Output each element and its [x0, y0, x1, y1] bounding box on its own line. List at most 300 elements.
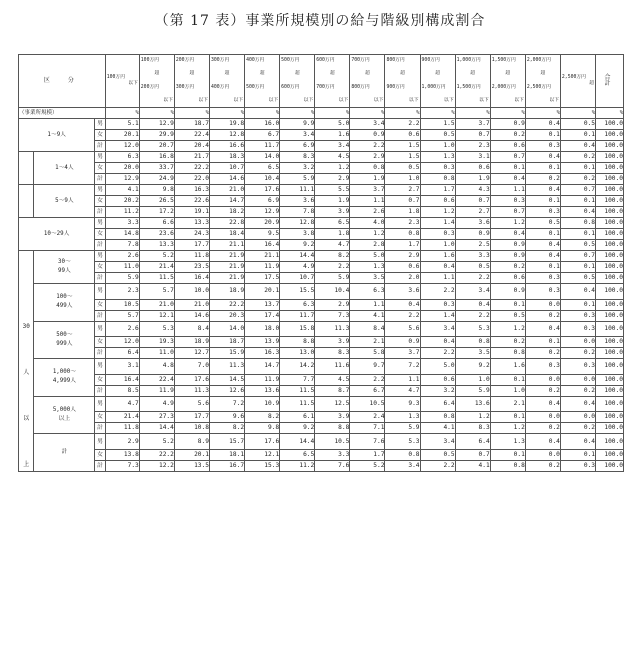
value-cell: 1.0 — [490, 385, 525, 396]
sex-label: 計 — [95, 348, 105, 359]
value-cell: 0.6 — [420, 196, 455, 207]
column-header-9 — [385, 55, 420, 108]
value-cell: 0.3 — [560, 359, 595, 375]
value-cell: 0.1 — [560, 229, 595, 240]
value-cell: 3.7 — [385, 348, 420, 359]
value-cell: 0.6 — [455, 163, 490, 174]
value-cell: 0.2 — [525, 348, 560, 359]
value-cell: 18.9 — [209, 284, 244, 300]
value-cell: 4.8 — [139, 359, 174, 375]
column-header-5 — [245, 55, 280, 108]
value-cell: 100.0 — [596, 251, 624, 262]
sex-label: 男 — [95, 218, 105, 229]
value-cell: 0.8 — [420, 412, 455, 423]
value-cell: 5.9 — [105, 273, 139, 284]
value-cell: 3.8 — [280, 229, 315, 240]
value-cell: 0.9 — [350, 130, 385, 141]
value-cell: 100.0 — [596, 310, 624, 321]
value-cell: 0.8 — [350, 163, 385, 174]
value-cell: 0.2 — [525, 310, 560, 321]
value-cell: 0.2 — [525, 385, 560, 396]
value-cell: 16.0 — [245, 119, 280, 130]
sex-label: 計 — [95, 273, 105, 284]
table-row — [19, 174, 624, 185]
value-cell: 1.3 — [385, 412, 420, 423]
value-cell: 0.8 — [420, 174, 455, 185]
value-cell: 6.7 — [350, 385, 385, 396]
value-cell: 0.1 — [525, 130, 560, 141]
value-cell: 100.0 — [596, 273, 624, 284]
value-cell: 0.2 — [490, 262, 525, 273]
column-header-4-c: 400万円 — [210, 84, 230, 90]
side-label-char: 30 — [22, 323, 30, 330]
value-cell: 13.3 — [174, 218, 209, 229]
sex-label: 女 — [95, 412, 105, 423]
value-cell: 0.8 — [560, 218, 595, 229]
value-cell: 3.4 — [350, 119, 385, 130]
value-cell: 100.0 — [596, 185, 624, 196]
column-header-2-c: 200万円 — [140, 84, 160, 90]
value-cell: 5.9 — [315, 273, 350, 284]
value-cell: 0.4 — [525, 321, 560, 337]
value-cell: 0.3 — [525, 141, 560, 152]
column-header-5-c: 500万円 — [246, 84, 265, 90]
value-cell: 22.2 — [174, 163, 209, 174]
value-cell: 2.1 — [490, 396, 525, 412]
value-cell: 0.3 — [420, 299, 455, 310]
value-cell: 26.5 — [139, 196, 174, 207]
column-header-6-b: 超 — [294, 71, 300, 77]
value-cell: 6.4 — [455, 434, 490, 450]
column-header-14 — [560, 55, 595, 108]
value-cell: 0.2 — [560, 423, 595, 434]
value-cell: 0.4 — [525, 434, 560, 450]
value-cell: 100.0 — [596, 374, 624, 385]
value-cell: 3.4 — [420, 321, 455, 337]
value-cell: 3.1 — [105, 359, 139, 375]
column-header-7 — [315, 55, 350, 108]
value-cell: 100.0 — [596, 229, 624, 240]
value-cell: 4.7 — [315, 240, 350, 251]
value-cell: 23.6 — [139, 229, 174, 240]
value-cell: 2.4 — [350, 412, 385, 423]
value-cell: 15.5 — [280, 284, 315, 300]
column-header-9-d: 以下 — [408, 97, 419, 103]
value-cell: 10.5 — [350, 396, 385, 412]
value-cell: 0.6 — [385, 262, 420, 273]
value-cell: 0.0 — [560, 374, 595, 385]
unit-cell: % — [455, 108, 490, 119]
table-row — [19, 207, 624, 218]
value-cell: 0.4 — [420, 262, 455, 273]
value-cell: 3.1 — [455, 152, 490, 163]
sex-label: 計 — [95, 385, 105, 396]
value-cell: 0.4 — [490, 174, 525, 185]
value-cell: 0.4 — [420, 337, 455, 348]
value-cell: 3.5 — [455, 348, 490, 359]
value-cell: 0.1 — [560, 299, 595, 310]
table-row — [19, 348, 624, 359]
value-cell: 17.5 — [245, 273, 280, 284]
value-cell: 5.1 — [105, 119, 139, 130]
value-cell: 5.6 — [385, 321, 420, 337]
column-header-7-a: 600万円 — [316, 58, 335, 63]
value-cell: 20.7 — [139, 141, 174, 152]
value-cell: 7.6 — [350, 434, 385, 450]
value-cell: 12.1 — [139, 310, 174, 321]
value-cell: 17.4 — [245, 310, 280, 321]
column-header-4-d: 以下 — [233, 97, 244, 103]
column-header-3-d: 以下 — [198, 97, 208, 103]
value-cell: 16.3 — [245, 348, 280, 359]
column-header-14-b: 超 — [589, 81, 595, 86]
column-header-4 — [209, 55, 244, 108]
value-cell: 3.3 — [315, 450, 350, 461]
value-cell: 2.7 — [455, 207, 490, 218]
column-header-5-a: 400万円 — [246, 58, 265, 63]
value-cell: 23.5 — [174, 262, 209, 273]
value-cell: 6.4 — [420, 396, 455, 412]
value-cell: 100.0 — [596, 152, 624, 163]
value-cell: 100.0 — [596, 321, 624, 337]
value-cell: 6.9 — [245, 196, 280, 207]
value-cell: 18.9 — [174, 337, 209, 348]
table-row — [19, 229, 624, 240]
value-cell: 2.2 — [455, 310, 490, 321]
value-cell: 0.3 — [420, 163, 455, 174]
value-cell: 4.9 — [280, 262, 315, 273]
table-row — [19, 450, 624, 461]
table-row — [19, 163, 624, 174]
table-row — [19, 423, 624, 434]
table-row — [19, 141, 624, 152]
value-cell: 3.9 — [315, 207, 350, 218]
value-cell: 2.0 — [385, 273, 420, 284]
value-cell: 10.4 — [245, 174, 280, 185]
value-cell: 14.7 — [209, 196, 244, 207]
unit-cell: % — [525, 108, 560, 119]
value-cell: 22.6 — [174, 196, 209, 207]
value-cell: 10.5 — [315, 434, 350, 450]
value-cell: 5.7 — [139, 284, 174, 300]
value-cell: 17.7 — [174, 412, 209, 423]
value-cell: 3.7 — [350, 185, 385, 196]
value-cell: 5.3 — [385, 434, 420, 450]
value-cell: 20.3 — [209, 310, 244, 321]
column-header-10-d: 以下 — [444, 97, 454, 103]
value-cell: 4.5 — [315, 374, 350, 385]
value-cell: 11.5 — [280, 396, 315, 412]
column-header-1 — [105, 55, 139, 108]
value-cell: 2.6 — [105, 321, 139, 337]
table-row — [19, 359, 624, 375]
value-cell: 0.4 — [525, 152, 560, 163]
sex-label: 男 — [95, 185, 105, 196]
column-header-14-a: 2,500万円 — [561, 75, 586, 80]
value-cell: 1.7 — [420, 185, 455, 196]
value-cell: 100.0 — [596, 423, 624, 434]
value-cell: 0.8 — [385, 450, 420, 461]
value-cell: 0.3 — [560, 321, 595, 337]
unit-cell: % — [174, 108, 209, 119]
value-cell: 100.0 — [596, 348, 624, 359]
value-cell: 0.5 — [420, 130, 455, 141]
sex-label: 女 — [95, 337, 105, 348]
column-header-9-c: 900万円 — [386, 84, 405, 90]
value-cell: 20.4 — [174, 141, 209, 152]
value-cell: 15.9 — [209, 348, 244, 359]
column-header-13 — [525, 55, 560, 108]
value-cell: 100.0 — [596, 284, 624, 300]
value-cell: 18.4 — [209, 229, 244, 240]
value-cell: 0.6 — [420, 374, 455, 385]
value-cell: 10.8 — [174, 423, 209, 434]
value-cell: 0.3 — [560, 310, 595, 321]
sex-label: 男 — [95, 359, 105, 375]
column-header-11-d: 以下 — [479, 97, 489, 103]
table-row — [19, 284, 624, 300]
value-cell: 8.4 — [350, 321, 385, 337]
value-cell: 1.8 — [385, 207, 420, 218]
value-cell: 20.9 — [245, 218, 280, 229]
sex-label: 計 — [95, 174, 105, 185]
value-cell: 2.1 — [350, 337, 385, 348]
value-cell: 16.8 — [139, 152, 174, 163]
value-cell: 0.7 — [560, 251, 595, 262]
table-row — [19, 385, 624, 396]
value-cell: 10.9 — [245, 396, 280, 412]
value-cell: 5.9 — [280, 174, 315, 185]
value-cell: 2.9 — [315, 299, 350, 310]
value-cell: 1.7 — [350, 450, 385, 461]
value-cell: 24.3 — [174, 229, 209, 240]
value-cell: 13.9 — [245, 337, 280, 348]
value-cell: 2.2 — [420, 461, 455, 472]
column-header-3-b: 超 — [189, 71, 195, 77]
value-cell: 6.5 — [280, 450, 315, 461]
sex-label: 計 — [95, 461, 105, 472]
value-cell: 4.0 — [350, 218, 385, 229]
column-header-12-b: 超 — [505, 71, 511, 77]
group-label: 30～ 99人 — [34, 251, 95, 284]
value-cell: 0.5 — [560, 273, 595, 284]
value-cell: 0.6 — [385, 130, 420, 141]
value-cell: 0.4 — [560, 284, 595, 300]
value-cell: 9.2 — [455, 359, 490, 375]
column-header-9-b: 超 — [400, 71, 405, 77]
unit-cell: % — [315, 108, 350, 119]
group-label: 5～9人 — [34, 185, 95, 218]
value-cell: 100.0 — [596, 174, 624, 185]
value-cell: 0.1 — [525, 229, 560, 240]
column-header-4-b: 超 — [224, 71, 230, 77]
value-cell: 5.8 — [350, 348, 385, 359]
value-cell: 100.0 — [596, 337, 624, 348]
value-cell: 6.4 — [105, 348, 139, 359]
value-cell: 16.7 — [209, 461, 244, 472]
value-cell: 7.2 — [209, 396, 244, 412]
value-cell: 1.5 — [385, 152, 420, 163]
value-cell: 7.7 — [280, 374, 315, 385]
value-cell: 1.9 — [350, 174, 385, 185]
table-row — [19, 119, 624, 130]
value-cell: 5.3 — [139, 321, 174, 337]
value-cell: 11.9 — [245, 262, 280, 273]
value-cell: 0.2 — [560, 152, 595, 163]
value-cell: 0.4 — [525, 119, 560, 130]
value-cell: 0.3 — [525, 207, 560, 218]
value-cell: 4.5 — [315, 152, 350, 163]
value-cell: 1.2 — [350, 229, 385, 240]
value-cell: 19.3 — [139, 337, 174, 348]
value-cell: 7.1 — [350, 423, 385, 434]
value-cell: 100.0 — [596, 196, 624, 207]
table-row — [19, 240, 624, 251]
unit-cell: % — [560, 108, 595, 119]
value-cell: 3.7 — [455, 119, 490, 130]
value-cell: 3.2 — [420, 385, 455, 396]
value-cell: 0.7 — [455, 196, 490, 207]
value-cell: 21.0 — [209, 185, 244, 196]
value-cell: 21.7 — [174, 152, 209, 163]
unit-row-label: （事業所規模） — [19, 108, 106, 119]
value-cell: 21.1 — [209, 240, 244, 251]
group-label: 5,000人 以上 — [34, 396, 95, 434]
column-header-2-a: 100万円 — [140, 58, 160, 63]
value-cell: 1.1 — [385, 374, 420, 385]
sex-label: 計 — [95, 141, 105, 152]
value-cell: 8.5 — [105, 385, 139, 396]
unit-cell: % — [596, 108, 624, 119]
unit-cell: % — [420, 108, 455, 119]
value-cell: 2.2 — [385, 119, 420, 130]
value-cell: 18.7 — [209, 337, 244, 348]
value-cell: 1.1 — [490, 185, 525, 196]
value-cell: 12.9 — [245, 207, 280, 218]
value-cell: 16.3 — [174, 185, 209, 196]
sex-label: 計 — [95, 240, 105, 251]
value-cell: 7.3 — [315, 310, 350, 321]
value-cell: 11.5 — [280, 385, 315, 396]
value-cell: 0.1 — [525, 163, 560, 174]
value-cell: 4.1 — [455, 461, 490, 472]
side-label-char: 人 — [23, 369, 30, 376]
value-cell: 12.8 — [209, 130, 244, 141]
value-cell: 11.7 — [280, 310, 315, 321]
value-cell: 9.2 — [280, 240, 315, 251]
unit-cell: % — [280, 108, 315, 119]
column-header-9-a: 800万円 — [386, 58, 405, 63]
value-cell: 100.0 — [596, 461, 624, 472]
table-row — [19, 218, 624, 229]
header-corner-label: 区 分 — [19, 55, 106, 108]
side-label-30-plus — [19, 251, 34, 472]
value-cell: 6.3 — [350, 284, 385, 300]
value-cell: 18.7 — [174, 119, 209, 130]
sex-label: 男 — [95, 152, 105, 163]
value-cell: 22.4 — [139, 374, 174, 385]
column-header-3 — [174, 55, 209, 108]
value-cell: 100.0 — [596, 262, 624, 273]
column-header-10-c: 1,000万円 — [421, 84, 446, 90]
group-label: 1～4人 — [34, 152, 95, 185]
value-cell: 0.0 — [560, 337, 595, 348]
value-cell: 1.2 — [490, 321, 525, 337]
sex-label: 女 — [95, 299, 105, 310]
value-cell: 11.0 — [105, 262, 139, 273]
value-cell: 33.7 — [139, 163, 174, 174]
sex-label: 男 — [95, 321, 105, 337]
value-cell: 21.1 — [245, 251, 280, 262]
column-header-10 — [420, 55, 455, 108]
value-cell: 100.0 — [596, 359, 624, 375]
value-cell: 0.2 — [490, 337, 525, 348]
value-cell: 17.6 — [245, 185, 280, 196]
value-cell: 100.0 — [596, 396, 624, 412]
value-cell: 1.6 — [315, 130, 350, 141]
value-cell: 11.8 — [105, 423, 139, 434]
value-cell: 0.8 — [455, 337, 490, 348]
value-cell: 0.7 — [560, 185, 595, 196]
value-cell: 100.0 — [596, 434, 624, 450]
value-cell: 16.4 — [105, 374, 139, 385]
value-cell: 16.4 — [245, 240, 280, 251]
value-cell: 7.6 — [315, 461, 350, 472]
value-cell: 10.5 — [105, 299, 139, 310]
value-cell: 1.9 — [315, 196, 350, 207]
column-header-12 — [490, 55, 525, 108]
value-cell: 0.1 — [525, 337, 560, 348]
value-cell: 21.9 — [209, 273, 244, 284]
value-cell: 0.1 — [560, 262, 595, 273]
value-cell: 12.8 — [280, 218, 315, 229]
value-cell: 8.4 — [174, 321, 209, 337]
value-cell: 29.9 — [139, 130, 174, 141]
value-cell: 18.3 — [209, 152, 244, 163]
value-cell: 4.7 — [105, 396, 139, 412]
value-cell: 4.7 — [385, 385, 420, 396]
value-cell: 8.2 — [315, 251, 350, 262]
value-cell: 7.2 — [385, 359, 420, 375]
value-cell: 2.7 — [385, 185, 420, 196]
sex-label: 女 — [95, 229, 105, 240]
value-cell: 4.3 — [455, 185, 490, 196]
value-cell: 1.0 — [420, 240, 455, 251]
value-cell: 9.9 — [280, 119, 315, 130]
value-cell: 16.4 — [174, 273, 209, 284]
value-cell: 3.3 — [455, 251, 490, 262]
value-cell: 0.5 — [490, 310, 525, 321]
value-cell: 11.3 — [209, 359, 244, 375]
value-cell: 11.2 — [280, 461, 315, 472]
value-cell: 12.9 — [105, 174, 139, 185]
sex-label: 計 — [95, 423, 105, 434]
column-header-11-b: 超 — [470, 71, 476, 77]
value-cell: 13.7 — [245, 299, 280, 310]
group-label: 10～29人 — [19, 218, 95, 251]
value-cell: 11.7 — [245, 141, 280, 152]
value-cell: 0.2 — [560, 174, 595, 185]
value-cell: 14.0 — [245, 152, 280, 163]
value-cell: 19.1 — [174, 207, 209, 218]
value-cell: 9.7 — [350, 359, 385, 375]
unit-cell: % — [105, 108, 139, 119]
value-cell: 11.8 — [174, 251, 209, 262]
value-cell: 20.1 — [105, 130, 139, 141]
value-cell: 17.2 — [139, 207, 174, 218]
value-cell: 14.2 — [280, 359, 315, 375]
value-cell: 22.2 — [139, 450, 174, 461]
